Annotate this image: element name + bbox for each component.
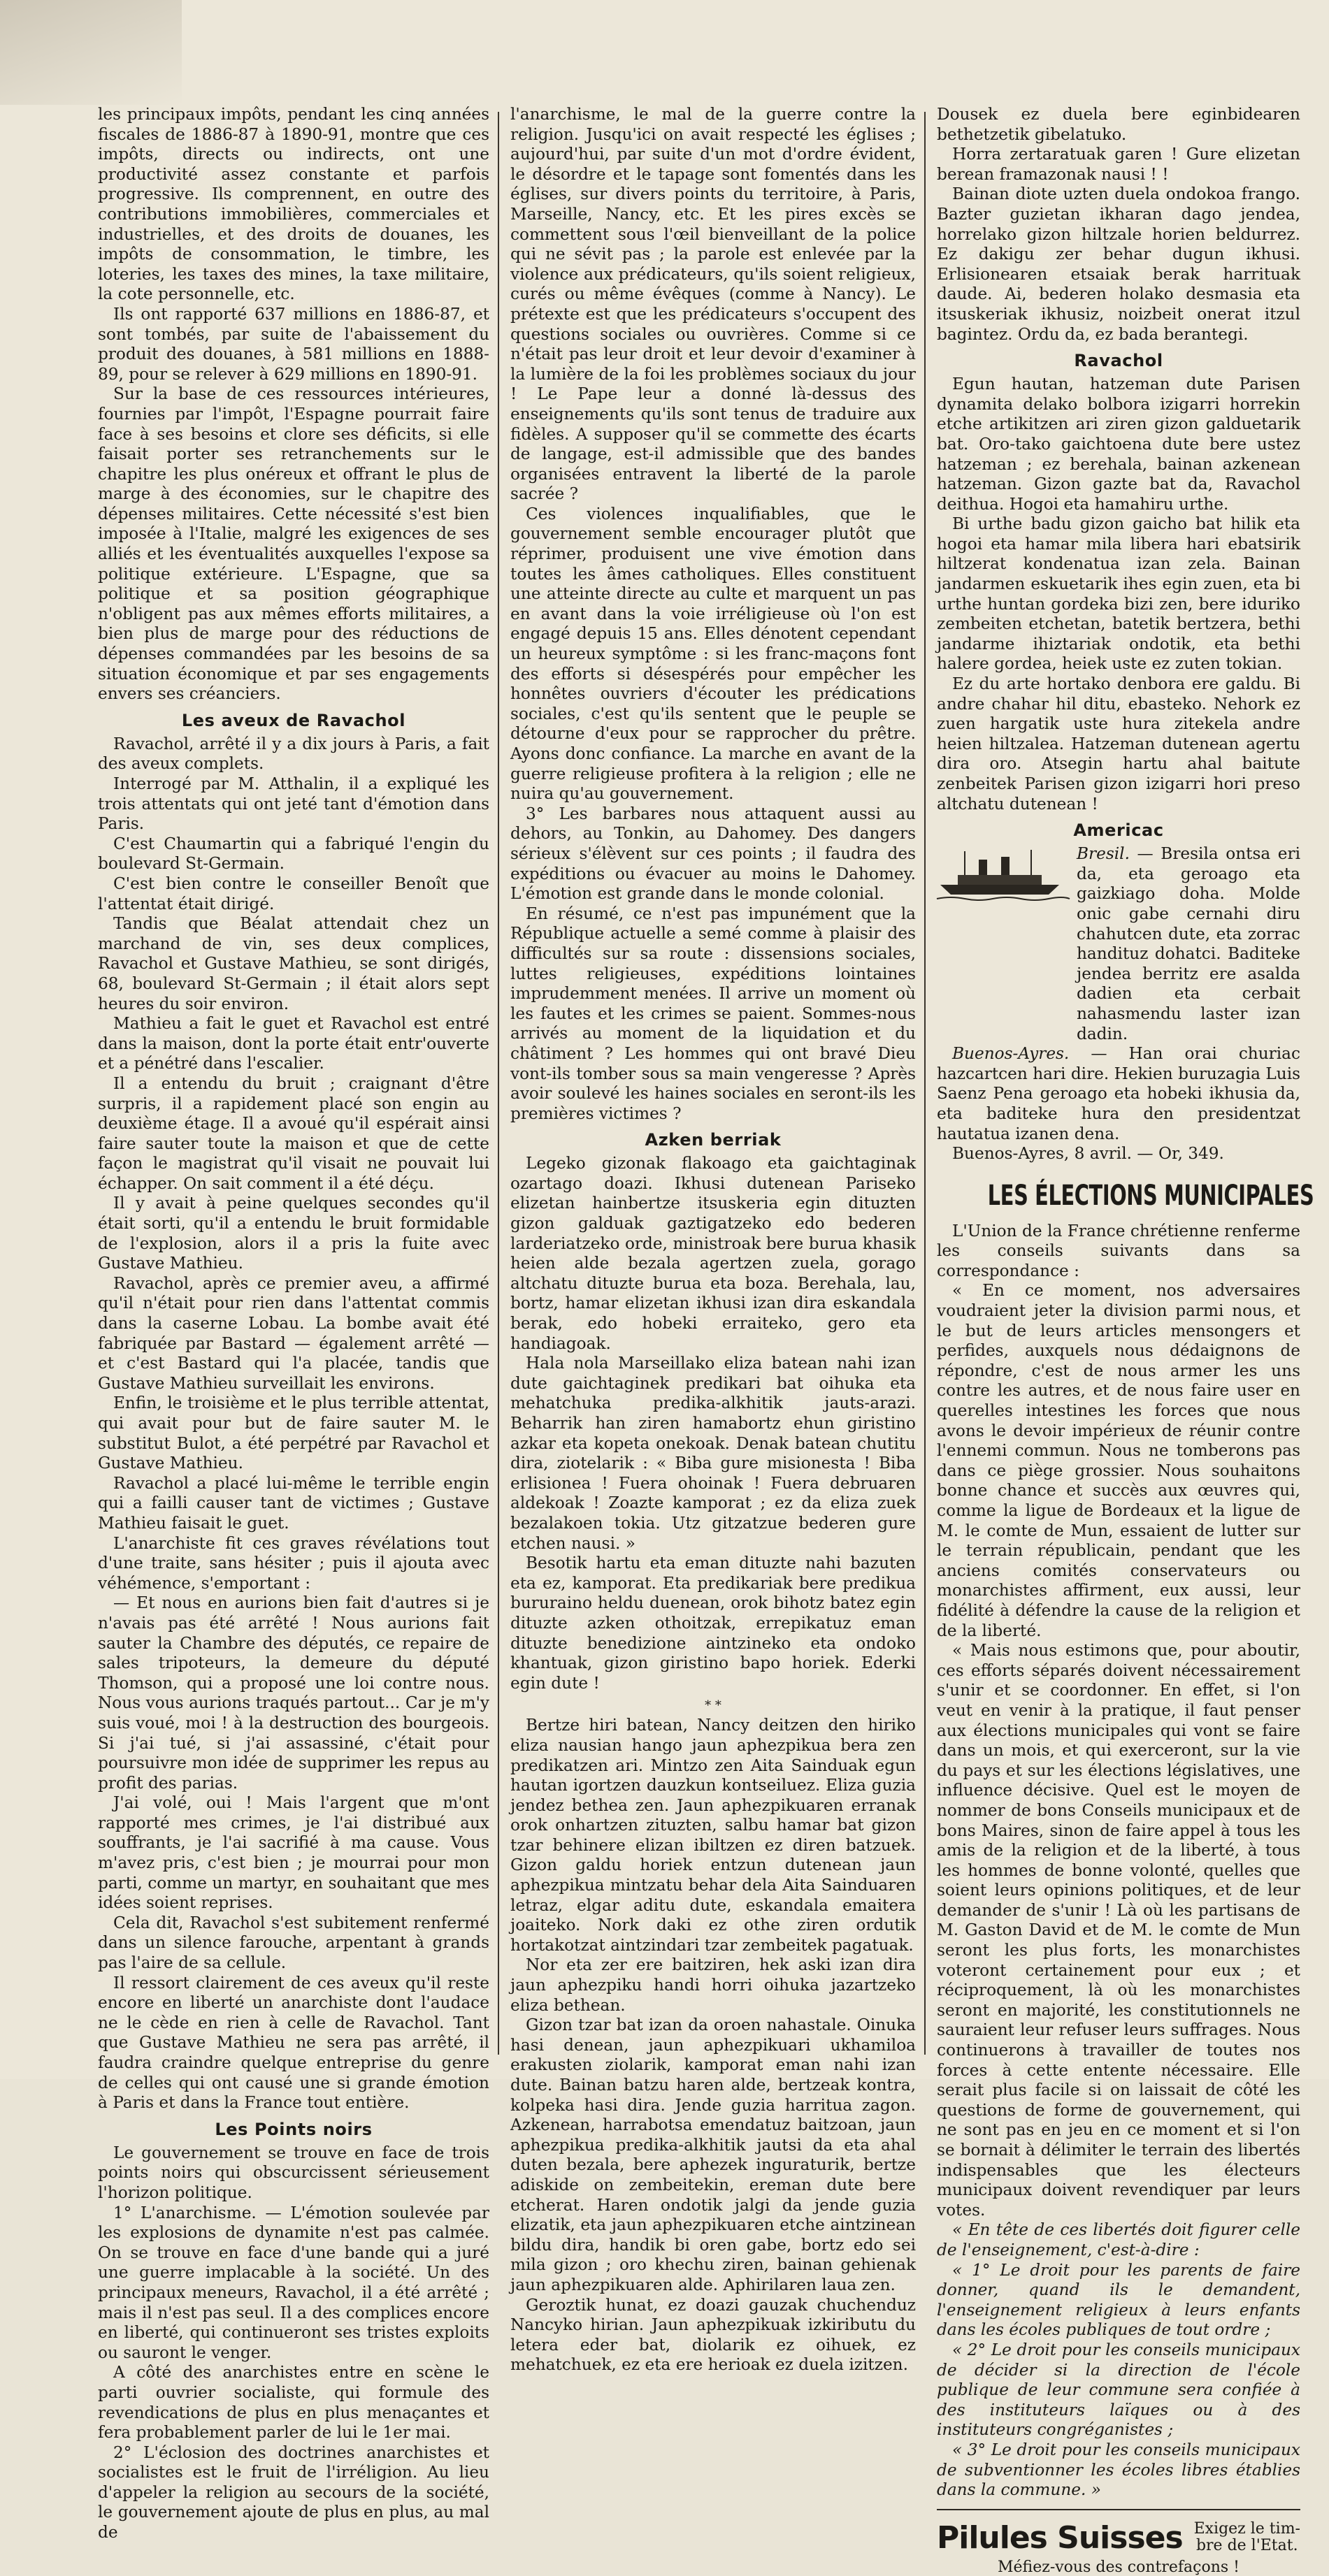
paragraph: Bainan diote uzten duela ondokoa frango. Bazter guzietan ikharan dago jendea, horrelako gizon hiltzale horien beldurrez. Ez dakigu zer behar dugun ikhusi. Erlisionearen etsaiak berak harrituak daude. Ai, bederen holako desmasia eta itsuskeriak ikhusiz, noizbeit onerat itzul bagintez. Ordu da, ez bada berantegi. [937,184,1300,344]
paragraph: 2° L'éclosion des doctrines anarchistes et socialistes est le fruit de l'irréligion. Au lieu d'appeler la religion au secours de la société, le gouvernement ajoute de plus en plus, au mal de [98,2443,489,2542]
paragraph: « 2° Le droit pour les conseils municipaux de décider si la direction de l'école publique de leur commune sera confiée à des instituteurs laïques ou à des instituteurs congréganistes ; [937,2340,1300,2440]
paragraph: Bertze hiri batean, Nancy deitzen den hiriko eliza nausian hango jaun aphezpikua bera zen predikatzen ari. Mintzo zen Aita Sainduak egun hautan igortzen dauzkun kontseiluez. Eliza guzia jendez bethea zen. Jaun aphezpikuaren erranak orok onhartzen zituzten, salbu hamar bat gizon tzar behinere elizan ibiltzen ez diren batzuek. Gizon galdu horiek entzun dutenean jaun aphezpikua mintzatu behar dela Aita Sainduaren letraz, elgar aditu dute, eskandala emaitera joaiteko. Nork daki ez othe ziren ordutik hortakotzat aintzindari tzar zembeitek pagatuak. [510,1716,916,1955]
paragraph: Horra zertaratuak garen ! Gure elizetan berean framazonak nausi ! ! [937,145,1300,184]
paragraph-text: — Han orai churiac hazcartcen hari dire. Hekien buruzagia Luis Saenz Pena geroago eta hobeki ikhusia da, eta baditeke hura den presidentzat hautatua izanen dena. [937,1044,1301,1143]
paragraph: « 3° Le droit pour les conseils municipaux de subventionner les écoles libres établies dans la commune. » [937,2440,1300,2500]
paragraph: « En tête de ces libertés doit figurer celle de l'enseignement, c'est-à-dire : [937,2220,1300,2259]
column-1 [98,105,489,2542]
heading-elections-municipales: LES ÉLECTIONS MUNICIPALES [987,1179,1314,1212]
paragraph: L'Union de la France chrétienne renferme les conseils suivants dans sa correspondance : [937,1221,1300,1280]
paragraph: Il y avait à peine quelques secondes qu'il était sorti, qu'il a entendu le bruit formidable de l'explosion, alors il a pris la fuite avec Gustave Mathieu. [98,1194,489,1273]
paragraph: « En ce moment, nos adversaires voudraient jeter la division parmi nous, et le but de leurs articles mensongers et perfides, auxquels nous dédaignons de répondre, c'est de nous armer les uns contre les autres, et de nous faire user en querelles intestines les forces que nous avons le devoir impérieux de réunir contre l'ennemi commun. Nous ne tomberons pas dans ce piège grossier. Nous souhaitons bonne chance et succès aux œuvres qui, comme la ligue de Bordeaux et la ligue de M. le comte de Mun, essaient de lutter sur le terrain républicain, pendant que les anciens comités conservateurs ou monarchistes affirment, eux aussi, leur fidélité à défendre la cause de la religion et de la liberté. [937,1281,1300,1640]
column-3 [937,105,1314,2576]
paragraph: En résumé, ce n'est pas impunément que la République actuelle a semé comme à plaisir des difficultés sur sa route : dissensions sociales, luttes religieuses, expéditions lointaines imprudemment menées. Il arrive un moment où les fautes et les crimes se paient. Sommes-nous arrivés au moment de la liquidation et du châtiment ? Les hommes qui ont bravé Dieu vont-ils tomber sous sa main vengeresse ? Après avoir soulevé les haines sociales en seront-ils les premières victimes ? [510,904,916,1123]
paragraph: Il a entendu du bruit ; craignant d'être surpris, il a rapidement placé son engin au deuxième étage. Il a avoué qu'il espérait ainsi faire sauter toute la maison et que de cette façon le magistrat qu'il visait ne pouvait lui échapper. On sait comment il a été déçu. [98,1073,489,1193]
paragraph: Nor eta zer ere baitziren, hek aski izan dira jaun aphezpiku handi horri oihuka jazartzeko eliza bethean. [510,1955,916,2015]
heading-ravachol: Ravachol [1074,351,1163,371]
paragraph: J'ai volé, oui ! Mais l'argent que m'ont rapporté mes crimes, je l'ai distribué aux souffrants, je l'ai sacrifié à ma cause. Vous m'avez pris, c'est bien ; je mourrai pour mon parti, comme un martyr, en souhaitant que mes idées soient reprises. [98,1793,489,1913]
paragraph: Le gouvernement se trouve en face de trois points noirs qui obscurcissent sérieusement l'horizon politique. [98,2143,489,2202]
steamship-illustration [937,844,1070,904]
paragraph: 1° L'anarchisme. — L'émotion soulevée par les explosions de dynamite n'est pas calmée. On se trouve en face d'une bande qui a juré une guerre implacable à la société. Un des principaux meneurs, Ravachol, il a été arrêté ; mais il n'est pas seul. Il a des complices encore en liberté, qui continueront ses tristes exploits ou sauront le venger. [98,2203,489,2362]
paragraph: C'est Chaumartin qui a fabriqué l'engin du boulevard St-Germain. [98,834,489,874]
advert-note: Méfiez-vous des contrefaçons ! [997,2558,1240,2576]
heading-aveux-ravachol: Les aveux de Ravachol [181,710,406,730]
paragraph: Ces violences inqualifiables, que le gouvernement semble encourager plutôt que réprimer, produisent une vive émotion dans toutes les âmes catholiques. Elles constituent une atteinte directe au culte et marquent un pas en avant dans la voie irréligieuse où l'on est engagé depuis 15 ans. Elles dénotent cependant un heureux symptôme : si les franc-maçons font des efforts si désespérés pour empêcher les honnêtes ouvriers d'écouter les prédications sociales, c'est qu'ils sentent que le peuple se détourne d'eux pour se rapprocher du prêtre. Ayons donc confiance. La marche en avant de la guerre religieuse profitera à la religion ; elle ne nuira qu'au gouvernement. [510,504,916,804]
paragraph: Geroztik hunat, ez doazi gauzak chuchenduz Nancyko hirian. Jaun aphezpikuak izkiributu du letera eder bat, diolarik ez oihuek, ez mehatchuek, ez eta ere herioak ez duela izitzen. [510,2295,916,2375]
paragraph: Bi urthe badu gizon gaicho bat hilik eta hogoi eta hamar mila libera hari ebatsirik hiltzerat kondenatua izan zela. Bainan jandarmen eskuetarik ihes egin zuen, eta bi urthe huntan gordeka bizi zen, bere iduriko zembeiten etchetan, batetik bertzera, bethi jandarme ihiztariak ondotik, eta bethi halere gordea, heiek uste ez zuten tokian. [937,514,1300,674]
column-divider [498,112,499,2055]
paragraph: Besotik hartu eta eman dituzte nahi bazuten eta ez, kamporat. Eta predikariak bere predikua bururaino heldu duenean, orok bihotz batez egin dituzte azken othoitzak, errepikatuz eman dituzte benedizione aintzineko eta ondoko khantuak, gizon giristino bapo horiek. Ederki egin dute ! [510,1554,916,1693]
paragraph: les principaux impôts, pendant les cinq années fiscales de 1886-87 à 1890-91, montre que ces impôts, directs ou indirects, ont une productivité assez constante et parfois progressive. Ils comprennent, en outre des contributions immobilières, commerciales et industrielles, et des droits de douanes, les impôts de consommation, le timbre, les loteries, les taxes des mines, la taxe militaire, la cote personnelle, etc. [98,105,489,304]
section-separator-stars: * * [705,1698,721,1714]
page-corner-shadow [0,0,182,105]
paragraph: Egun hautan, hatzeman dute Parisen dynamita delako bolbora izigarri horrekin etche artikitzen ari ziren gizon galduetarik bat. Oro-tako gaichtoena dute bere ustez hatzeman ; ez berehala, bainan azkenean hatzeman. Gizon gazte bat da, Ravachol deithua. Hogoi eta hamahiru urthe. [937,375,1300,514]
paragraph: « 1° Le droit pour les parents de faire donner, quand ils le demandent, l'enseignement religieux à leurs enfants dans les écoles publiques de tout ordre ; [937,2260,1300,2340]
paragraph: Ravachol, arrêté il y a dix jours à Paris, a fait des aveux complets. [98,734,489,774]
advert-pilules-suisses [937,2520,1300,2556]
paragraph: Sur la base de ces ressources intérieures, fournies par l'impôt, l'Espagne pourrait faire face à ses besoins et clore ses déficits, si elle faisait porter ses retranchements sur le chapitre les plus onéreux et offrant le plus de marge à des économies, sur le chapitre des dépenses militaires. Cette nécessité s'est bien imposée à l'Italie, malgré les exigences de ses alliés et les éventualités auxquelles l'expose sa politique extérieure. L'Espagne, que sa politique et sa position géographique n'obligent pas aux mêmes efforts militaires, a bien plus de marge pour des réductions de dépenses commandées par les besoins de sa situation économique et par ses engagements envers ses créanciers. [98,384,489,704]
advert-side-line: bre de l'Etat. [1195,2537,1298,2555]
paragraph-text: — Bresila ontsa eri da, eta geroago eta gaizkiago doha. Molde onic gabe cernahi diru chahutcen dute, eta zorrac handituz dohatci. Baditeke jendea berritz ere asalda dadien eta cerbait nahasmendu laster izan dadin. [1077,844,1300,1043]
paragraph: Ravachol, après ce premier aveu, a affirmé qu'il n'était pour rien dans l'attentat commis dans la caserne Lobau. La bombe avait été fabriquée par Bastard — également arrêté — et c'est Bastard qui l'a placée, tandis que Gustave Mathieu surveillait les environs. [98,1273,489,1393]
advert-rule [937,2509,1300,2510]
paragraph: Gizon tzar bat izan da oroen nahastale. Oinuka hasi denean, jaun aphezpikuari ukhamiloa erakusten ziolarik, kamporat eman nahi izan dute. Bainan batzu haren alde, bertzeak kontra, kolpeka hasi dira. Jende guzia harritua zagon. Azkenean, harrabotsa emendatuz baitzoan, jaun aphezpikua predika-alkhitik jautsi da eta ahal duten bezala, bere aphezek inguraturik, bertze adiskide on zembeitekin, ereman dute bere etcherat. Haren ondotik jalgi da jende guzia elizatik, eta jaun aphezpikuaren etche aintzinean bildu dira, handik bi oren gabe, bortz edo sei mila gizon ; oro khechu ziren, bainan gehienak jaun aphezpikuaren alde. Aphirilaren laua zen. [510,2016,916,2294]
paragraph: « Mais nous estimons que, pour aboutir, ces efforts séparés doivent nécessairement s'unir et se coordonner. En effet, si l'on veut en venir à la pratique, il faut penser aux élections municipales qui vont se faire dans un mois, et qui exerceront, sur la vie du pays et sur les élections législatives, une influence décisive. Quel est le moyen de nommer de bons Conseils municipaux et de bons Maires, sinon de faire appel à tous les amis de la religion et de la liberté, à tous les hommes de bonne volonté, quelles que soient leurs opinions politiques, et de leur demander de s'unir ! Là où les partisans de M. Gaston David et de M. le comte de Mun seront les plus forts, les monarchistes voteront certainement pour eux ; et réciproquement, là où les monarchistes seront en majorité, les constitutionnels ne sauraient leur refuser leurs suffrages. Nous continuerons à travailler de toutes nos forces à cette entente nécessaire. Elle serait plus facile si on laissait de côté les questions de forme de gouvernement, qui ne sont pas en jeu en ce moment et si l'on se bornait à délimiter le terrain des libertés indispensables que les électeurs municipaux doivent revendiquer par leurs votes. [937,1641,1300,2220]
paragraph [1077,844,1300,1044]
paragraph: L'anarchiste fit ces graves révélations tout d'une traite, sans hésiter ; puis il ajouta avec véhémence, s'emportant : [98,1533,489,1593]
advert-side-line: Exigez le tim- [1193,2520,1300,2538]
paragraph: Mathieu a fait le guet et Ravachol est entré dans la maison, dont la porte était entr'ouverte et a pénétré dans l'escalier. [98,1014,489,1073]
paragraph: Ils ont rapporté 637 millions en 1886-87, et sont tombés, par suite de l'abaissement du produit des douanes, à 581 millions en 1888-89, pour se relever à 629 millions en 1890-91. [98,304,489,384]
paragraph: Il ressort clairement de ces aveux qu'il reste encore en liberté un anarchiste dont l'audace ne le cède en rien à celle de Ravachol. Tant que Gustave Mathieu ne sera pas arrêté, il faudra craindre quelque entreprise du genre de celles qui ont causé une si grande émotion à Paris et dans la France tout entière. [98,1973,489,2113]
heading-azken-berriak: Azken berriak [645,1130,782,1150]
heading-americac: Americac [1073,820,1164,841]
column-2 [510,105,916,2375]
paragraph: Cela dit, Ravachol s'est subitement renfermé dans un silence farouche, arpentant à grands pas l'aire de sa cellule. [98,1913,489,1973]
column-divider [924,112,926,2055]
paragraph: Enfin, le troisième et le plus terrible attentat, qui avait pour but de faire sauter M. le substitut Bulot, a été perpétré par Ravachol et Gustave Mathieu. [98,1394,489,1473]
paragraph: Legeko gizonak flakoago eta gaichtaginak ozartago doazi. Ikhusi dutenean Pariseko elizetan hainbertze itsuskeria egin dituzten gizon galduak gaztigatzeko edo bederen larderiatzeko orde, ministroak bere burua khasik heien alde bezala agertzen zuela, gorago altchatu dituzte burua eta boza. Berehala, lau, bortz, hamar elizetan ikhusi izan dira eskandala berak, edo hobeki erraiteko, gero eta handiagoak. [510,1154,916,1353]
paragraph: Interrogé par M. Atthalin, il a expliqué les trois attentats qui ont jeté tant d'émotion dans Paris. [98,774,489,834]
paragraph: Hala nola Marseillako eliza batean nahi izan dute gaichtaginek predikari bat oihuka eta mehatchuka predika-alkhitik jauts-arazi. Beharrik han ziren hamabortz ehun giristino azkar eta kopeta onekoak. Denak batean chutitu dira, ziotelarik : « Biba gure misionesta ! Biba erlisionea ! Fuera ohoinak ! Fuera debruaren aldekoak ! Zoazte kamporat ; ez da eliza zuek bezalakoen tokia. Utz gitzatzue bederen gure etchen nausi. » [510,1354,916,1553]
paragraph: 3° Les barbares nous attaquent aussi au dehors, au Tonkin, au Dahomey. Des dangers sérieux s'élèvent sur ces points ; il faudra des expéditions ou évacuer au moins le Dahomey. L'émotion est grande dans le monde colonial. [510,804,916,904]
paragraph: C'est bien contre le conseiller Benoît que l'attentat était dirigé. [98,874,489,913]
paragraph: Ez du arte hortako denbora ere galdu. Bi andre chahar hil ditu, ebasteko. Nehork ez zuen hargatik uste hura zitekela andre heien hiltzalea. Hatzeman dutenean agertu dira oro. Atsegin hartu ahal baitute zenbeitek Parisen gizon izigarri hori preso altchatu dutenean ! [937,674,1300,813]
place-label: Bresil. [1077,844,1130,864]
place-label: Buenos-Ayres. [952,1044,1070,1064]
paragraph: l'anarchisme, le mal de la guerre contre la religion. Jusqu'ici on avait respecté les églises ; aujourd'hui, par suite d'un mot d'ordre évident, le désordre et le tapage sont fomentés dans les églises, sur divers points du territoire, à Paris, Marseille, Nancy, etc. Et les pires excès se commettent sous l'œil bienveillant de la police qui ne sévit pas ; la parole est enlevée par la violence aux prédicateurs, qu'ils soient religieux, curés ou même évêques (comme à Nancy). Le prétexte est que les prédicateurs s'occupent des questions sociales ou ouvrières. Comme si ce n'était pas leur droit et leur devoir d'examiner à la lumière de la foi les problèmes sociaux du jour ! Le Pape leur a donné là-dessus des enseignements qu'ils sont tenus de traduire aux fidèles. A supposer qu'il se commette des écarts de langage, est-il admissible que des bandes organisées entravent la liberté de la parole sacrée ? [510,105,916,504]
paragraph [937,1044,1300,1144]
advert-title: Pilules Suisses [937,2519,1183,2556]
paragraph: — Et nous en aurions bien fait d'autres si je n'avais pas été arrêté ! Nous aurions fait sauter la Chambre des députés, ce repaire de sales tripoteurs, la demeure du député Thomson, qui a proposé une loi contre nous. Nous vous aurions traqués partout... Car je m'y suis voué, moi ! à la destruction des bourgeois. Si j'ai tué, si j'ai assassiné, c'était pour poursuivre mon idée de supprimer les repus au profit des parias. [98,1593,489,1793]
paragraph: A côté des anarchistes entre en scène le parti ouvrier socialiste, qui formule des revendications de plus en plus menaçantes et fera probablement parler de lui le 1er mai. [98,2363,489,2443]
paragraph: Dousek ez duela bere eginbidearen bethetzetik gibelatuko. [937,105,1300,144]
paragraph: Tandis que Béalat attendait chez un marchand de vin, ses deux complices, Ravachol et Gustave Mathieu, se sont dirigés, 68, boulevard St-Germain ; il était alors sept heures du soir environ. [98,914,489,1013]
heading-points-noirs: Les Points noirs [215,2119,373,2139]
paragraph: Ravachol a placé lui-même le terrible engin qui a failli causer tant de victimes ; Gustave Mathieu faisait le guet. [98,1473,489,1533]
americac-bresil-block [937,844,1300,1044]
advert-side-text [1194,2521,1300,2554]
paragraph: Buenos-Ayres, 8 avril. — Or, 349. [952,1144,1224,1164]
